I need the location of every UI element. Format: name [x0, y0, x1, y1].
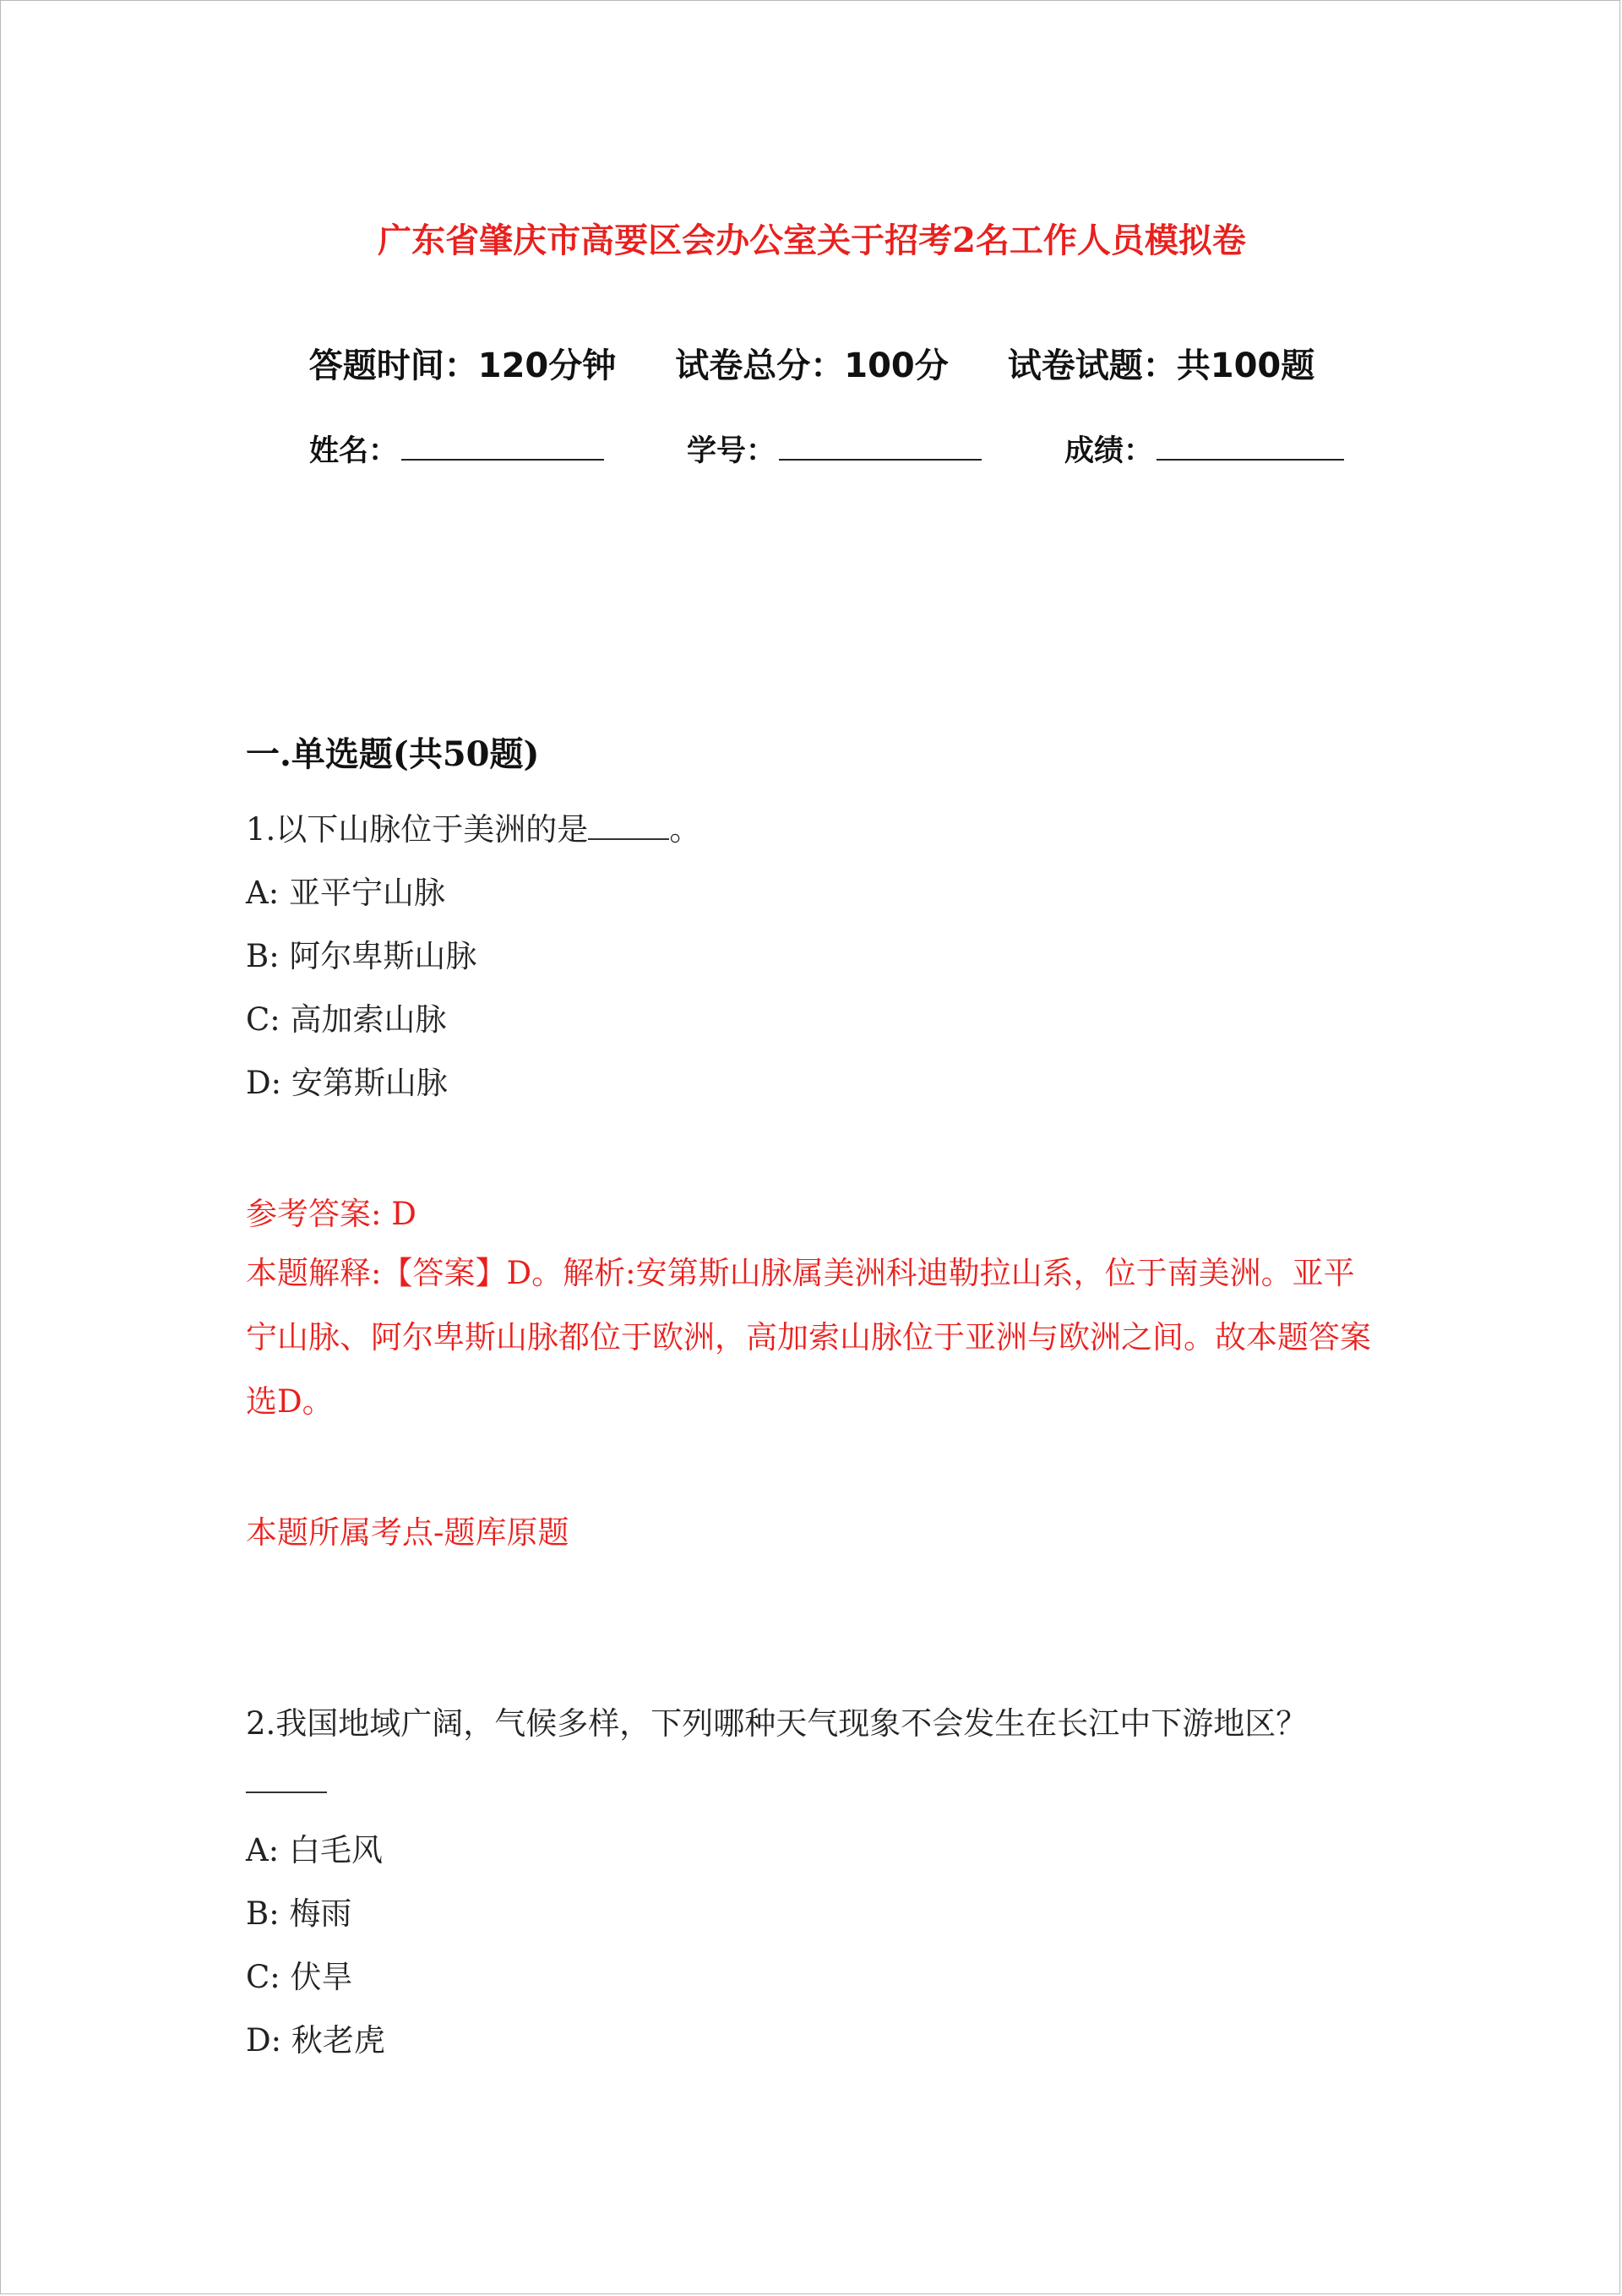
question-1-blank	[588, 815, 669, 840]
exam-time: 答题时间：120分钟	[308, 346, 617, 385]
student-id-label: 学号：	[687, 434, 776, 468]
question-1-option-d: D: 安第斯山脉	[246, 1065, 448, 1101]
question-1-option-c: C: 高加索山脉	[246, 1001, 447, 1038]
question-1-option-a: A: 亚平宁山脉	[246, 875, 445, 911]
question-2-option-a: A: 白毛风	[246, 1832, 383, 1868]
question-1-knowledge-point: 本题所属考点-题库原题	[246, 1514, 569, 1551]
question-1-explanation: 本题解释:【答案】D。解析:安第斯山脉属美洲科迪勒拉山系，位于南美洲。亚平宁山脉、阿尔卑斯山脉都位于欧洲，高加索山脉位于亚洲与欧洲之间。故本题答案选D。	[246, 1255, 1371, 1420]
question-2-stem: 2.我国地域广阔，气候多样，下列哪种天气现象不会发生在长江中下游地区？	[246, 1705, 1308, 1742]
student-id-blank	[779, 434, 982, 461]
question-1-option-b: B: 阿尔卑斯山脉	[246, 938, 477, 974]
question-1-stem-end: 。	[669, 811, 701, 848]
page-title: 广东省肇庆市高要区会办公室关于招考2名工作人员模拟卷	[378, 221, 1246, 260]
exam-meta	[1, 339, 1622, 387]
question-1-stem	[246, 804, 700, 849]
exam-question-count: 试卷试题：共100题	[1007, 346, 1315, 385]
name-label: 姓名：	[309, 434, 399, 468]
question-1-answer: 参考答案: D	[246, 1196, 416, 1232]
question-2-option-b: B: 梅雨	[246, 1895, 352, 1932]
question-2-blank	[246, 1791, 327, 1793]
exam-total-score: 试卷总分：100分	[675, 346, 949, 385]
score-field	[1064, 428, 1344, 470]
name-blank	[401, 434, 604, 461]
student-info-row	[309, 428, 1344, 470]
score-blank	[1157, 434, 1344, 461]
name-field	[309, 428, 604, 470]
question-2-option-d: D: 秋老虎	[246, 2022, 385, 2059]
student-id-field	[687, 428, 982, 470]
score-label: 成绩：	[1064, 434, 1154, 468]
section-heading: 一.单选题(共50题)	[246, 734, 540, 774]
question-2-option-c: C: 伏旱	[246, 1959, 353, 1995]
question-1-text: 1.以下山脉位于美洲的是	[246, 811, 589, 848]
